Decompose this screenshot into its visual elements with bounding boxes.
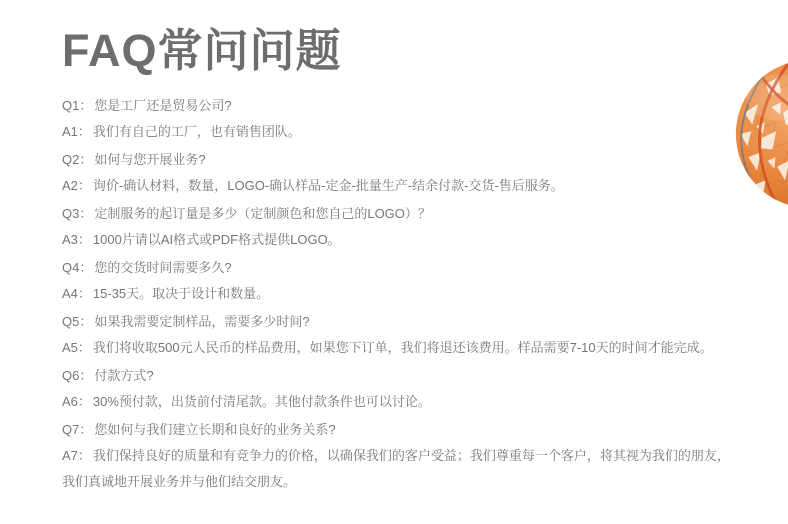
faq-answer [62,173,742,199]
question-label: Q4： [62,260,93,276]
question-text: 您如何与我们建立长期和良好的业务关系? [94,422,336,438]
faq-answer [62,443,742,495]
question-label: Q2： [62,152,93,168]
faq-answer [62,281,742,307]
faq-item [62,363,742,415]
faq-question [62,93,742,119]
faq-answer [62,227,742,253]
question-text: 定制服务的起订量是多少（定制颜色和您自己的LOGO）？ [94,206,431,222]
question-text: 如果我需要定制样品，需要多少时间? [94,314,310,330]
faq-question [62,255,742,281]
question-text: 您的交货时间需要多久? [94,260,232,276]
question-text: 如何与您开展业务? [94,152,206,168]
answer-label: A5： [62,340,91,356]
answer-text: 30%预付款，出货前付清尾款。其他付款条件也可以讨论。 [92,394,431,410]
answer-label: A2： [62,178,91,194]
question-label: Q6： [62,368,93,384]
answer-text: 1000片请以AI格式或PDF格式提供LOGO。 [92,232,341,248]
faq-item [62,255,742,307]
faq-question [62,309,742,335]
question-text: 付款方式? [94,368,154,384]
answer-label: A7： [62,448,91,464]
faq-answer [62,389,742,415]
page-title: FAQ常问问题 [62,25,342,76]
faq-question [62,147,742,173]
answer-text: 我们有自己的工厂，也有销售团队。 [92,124,301,140]
faq-item [62,309,742,361]
question-label: Q5： [62,314,93,330]
faq-question [62,201,742,227]
faq-item [62,201,742,253]
faq-answer [62,119,742,145]
answer-label: A1： [62,124,91,140]
answer-label: A3： [62,232,91,248]
answer-text: 询价-确认材料，数量，LOGO-确认样品-定金-批量生产-结余付款-交货-售后服务。 [92,178,564,194]
answer-label: A4： [62,286,91,302]
faq-list [62,93,742,495]
answer-label: A6： [62,394,91,410]
answer-text: 我们保持良好的质量和有竞争力的价格，以确保我们的客户受益；我们尊重每一个客户，将其视为我们的朋友，我们真诚地开展业务并与他们结交朋友。 [62,448,730,490]
faq-item [62,93,742,145]
faq-question [62,363,742,389]
faq-page [0,26,788,524]
faq-answer [62,335,742,361]
question-label: Q1： [62,98,93,114]
answer-text: 我们将收取500元人民币的样品费用，如果您下订单，我们将退还该费用。样品需要7-10天的时间才能完成。 [92,340,713,356]
answer-text: 15-35天。取决于设计和数量。 [92,286,270,302]
question-label: Q3： [62,206,93,222]
question-text: 您是工厂还是贸易公司? [94,98,232,114]
faq-item [62,147,742,199]
faq-question [62,417,742,443]
question-label: Q7： [62,422,93,438]
faq-item [62,417,742,495]
